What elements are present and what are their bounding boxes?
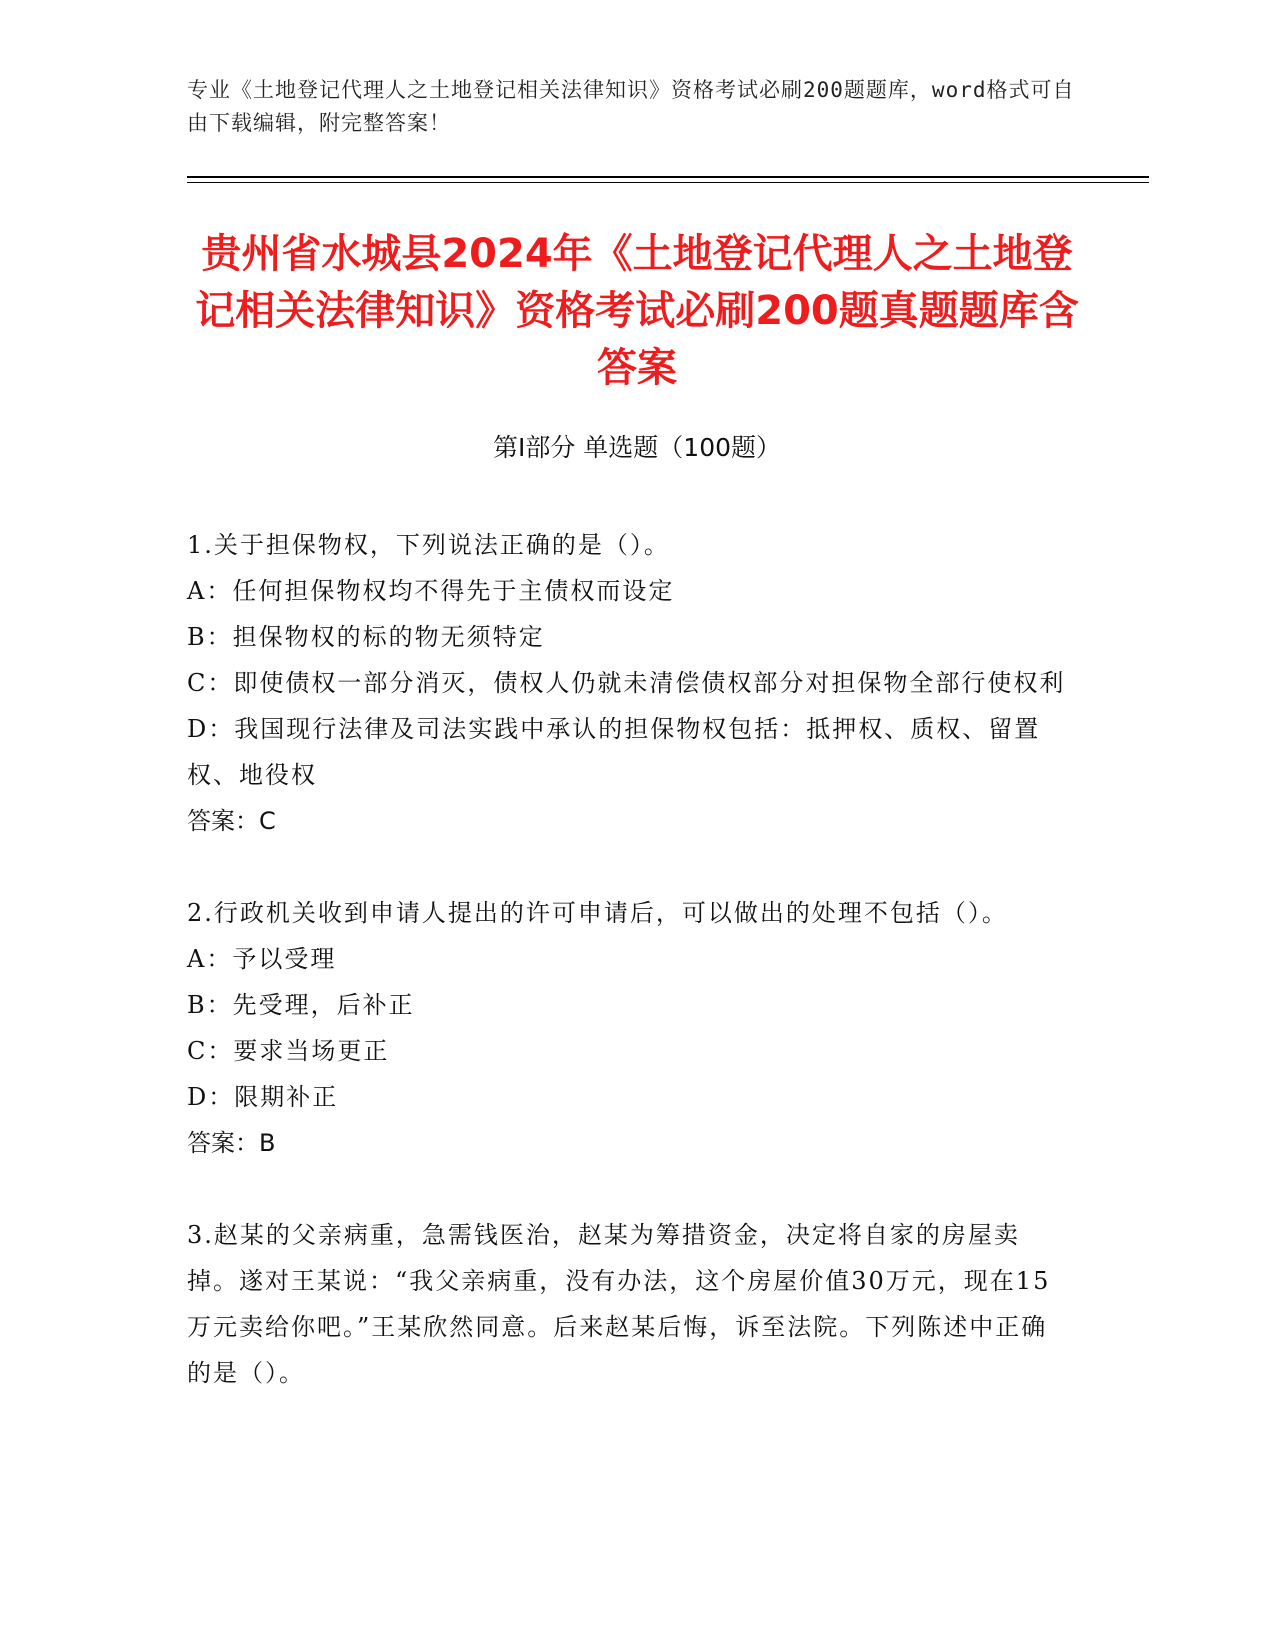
question-list: [187, 522, 1069, 1442]
question-2: [187, 890, 1069, 1166]
question-stem: 3.赵某的父亲病重，急需钱医治，赵某为筹措资金，决定将自家的房屋卖掉。遂对王某说：“我父亲病重，没有办法，这个房屋价值30万元，现在15万元卖给你吧。”王某欣然同意。后来赵某后悔，诉至法院。下列陈述中正确的是（）。: [187, 1221, 1051, 1387]
header-divider-thin: [187, 182, 1149, 183]
question-1: [187, 522, 1069, 844]
question-stem: 2.行政机关收到申请人提出的许可申请后，可以做出的处理不包括（）。: [187, 899, 1008, 927]
option-b: B：先受理，后补正: [187, 991, 415, 1019]
option-a: A：任何担保物权均不得先于主债权而设定: [187, 577, 675, 605]
header-note: 专业《土地登记代理人之土地登记相关法律知识》资格考试必刷200题题库，word格式可自由下载编辑，附完整答案！: [187, 78, 1075, 135]
option-c: C：要求当场更正: [187, 1037, 390, 1065]
answer: 答案：B: [187, 1129, 276, 1157]
option-d: D：我国现行法律及司法实践中承认的担保物权包括：抵押权、质权、留置权、地役权: [187, 715, 1041, 789]
question-3: [187, 1212, 1069, 1396]
header-divider-thick: [187, 176, 1149, 178]
option-c: C：即使债权一部分消灭，债权人仍就未清偿债权部分对担保物全部行使权利: [187, 669, 1066, 697]
option-a: A：予以受理: [187, 945, 337, 973]
question-stem: 1.关于担保物权，下列说法正确的是（）。: [187, 531, 670, 559]
document-title: 贵州省水城县2024年《土地登记代理人之土地登记相关法律知识》资格考试必刷200题真题题库含答案: [195, 231, 1079, 391]
section-heading: 第Ⅰ部分 单选题（100题）: [492, 433, 782, 462]
answer: 答案：C: [187, 807, 276, 835]
option-b: B：担保物权的标的物无须特定: [187, 623, 545, 651]
option-d: D：限期补正: [187, 1083, 339, 1111]
